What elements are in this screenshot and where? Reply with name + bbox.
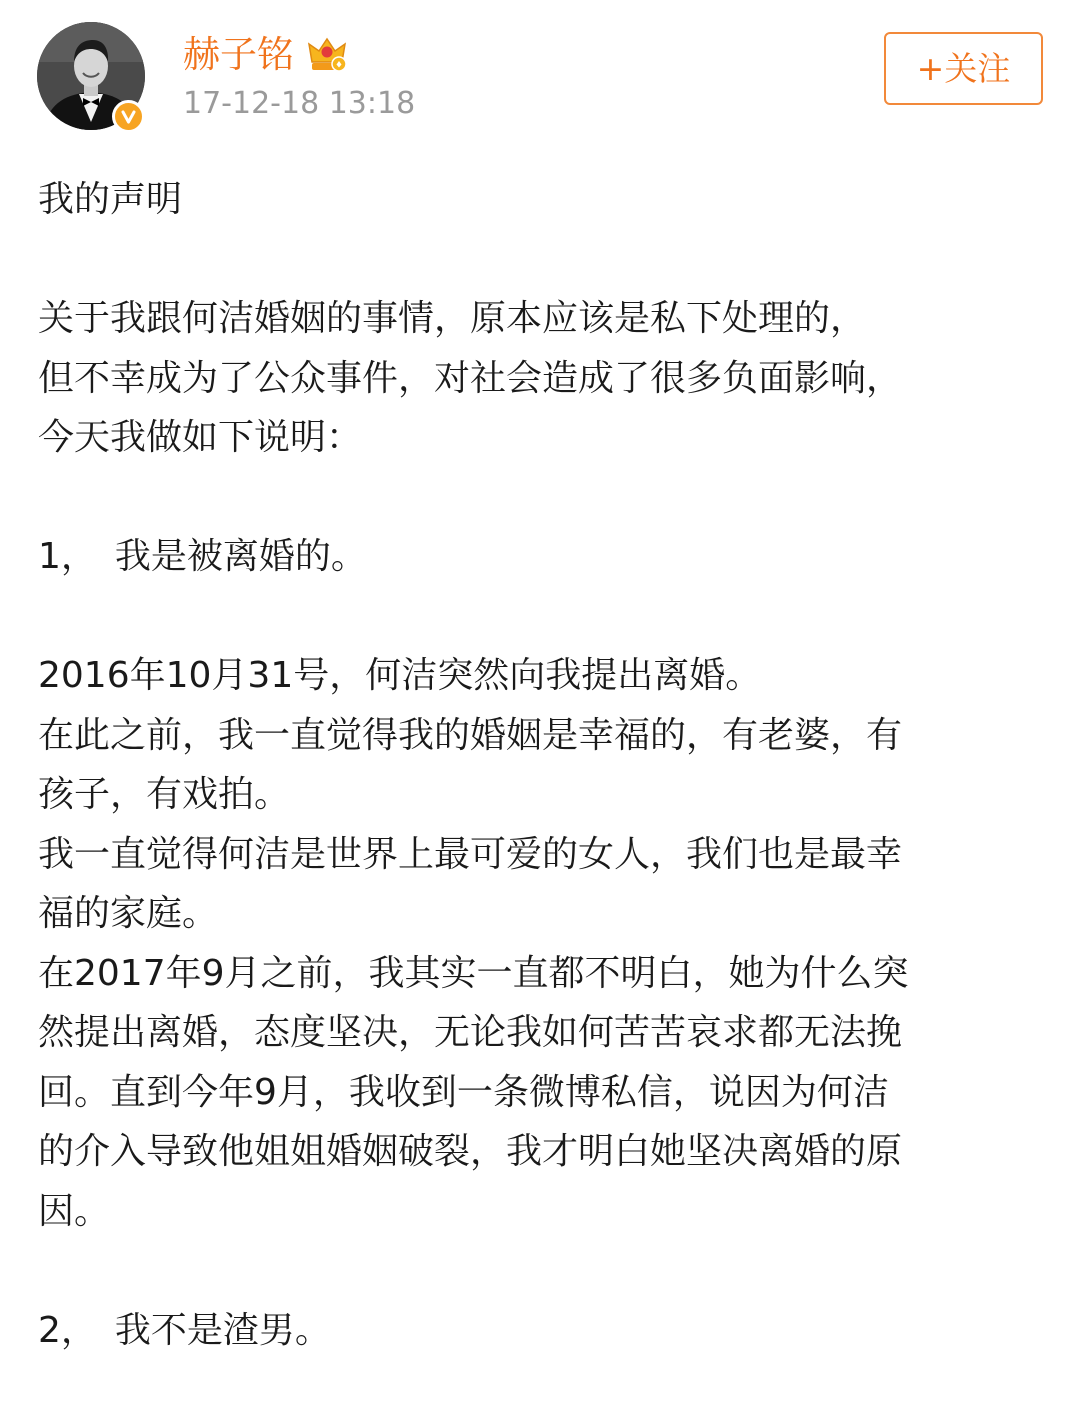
post-line: 在此之前，我一直觉得我的婚姻是幸福的，有老婆，有 xyxy=(38,714,903,756)
post-line: 回。直到今年9月，我收到一条微博私信，说因为何洁 xyxy=(38,1071,889,1113)
post-line: 福的家庭。 xyxy=(38,893,219,934)
follow-button[interactable]: +关注 xyxy=(884,32,1043,105)
post-line: 2， 我不是渣男。 xyxy=(38,1309,331,1351)
post-timestamp: 17-12-18 13:18 xyxy=(183,86,416,121)
post-line xyxy=(38,587,1048,647)
post-line: 我的声明 xyxy=(38,179,183,220)
post-line xyxy=(38,468,1048,528)
post-line: 的介入导致他姐姐婚姻破裂，我才明白她坚决离婚的原 xyxy=(38,1131,903,1172)
vip-crown-icon xyxy=(306,34,348,74)
post-line xyxy=(38,1241,1048,1301)
post-line: 孩子，有戏拍。 xyxy=(38,774,291,815)
post-line: 但不幸成为了公众事件，对社会造成了很多负面影响， xyxy=(38,357,903,399)
post-line xyxy=(38,230,1048,290)
verified-v-badge-icon xyxy=(112,100,145,133)
post-line: 然提出离婚，态度坚决，无论我如何苦苦哀求都无法挽 xyxy=(38,1012,903,1053)
post-header xyxy=(0,0,1080,150)
post-line: 今天我做如下说明： xyxy=(38,417,363,458)
post-line: 因。 xyxy=(38,1190,111,1232)
post-line: 关于我跟何洁婚姻的事情，原本应该是私下处理的， xyxy=(38,298,867,339)
post-line: 我一直觉得何洁是世界上最可爱的女人，我们也是最幸 xyxy=(38,833,903,875)
post-line: 2016年10月31号，何洁突然向我提出离婚。 xyxy=(38,655,762,696)
username[interactable]: 赫子铭 xyxy=(183,33,294,76)
post-line: 在2017年9月之前，我其实一直都不明白，她为什么突 xyxy=(38,952,909,994)
post-line: 1， 我是被离婚的。 xyxy=(38,536,367,577)
post-body xyxy=(38,170,1048,1360)
